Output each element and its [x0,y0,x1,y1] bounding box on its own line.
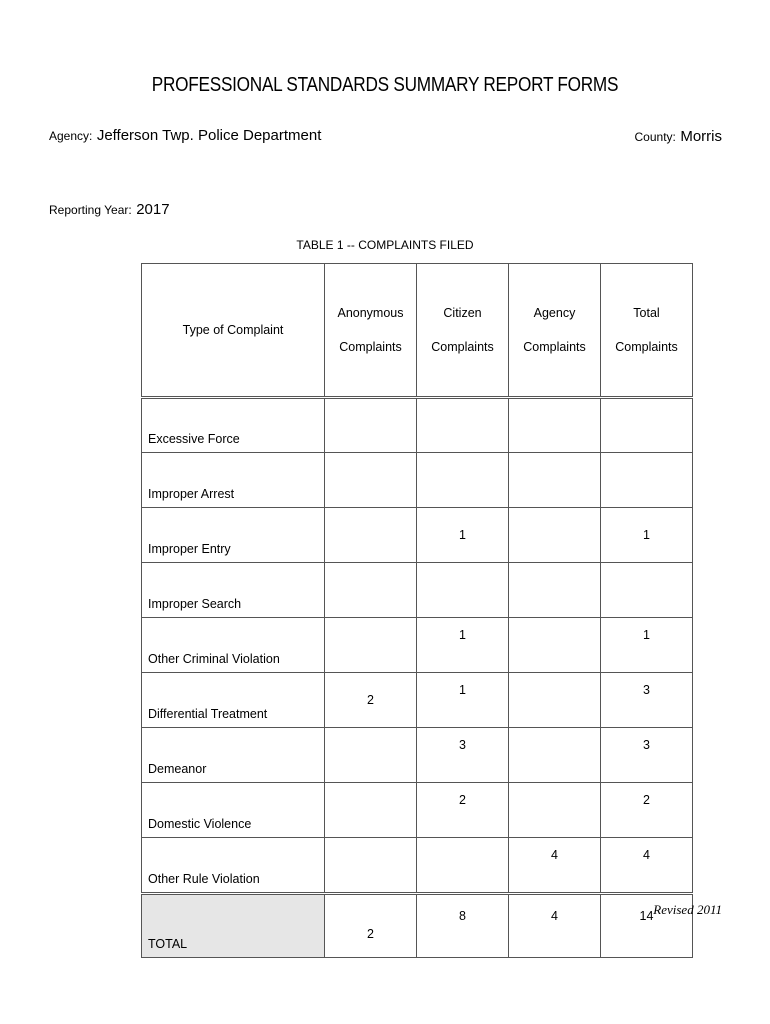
cell-agency-value: 4 [551,848,558,862]
row-type: Improper Entry [142,508,325,563]
cell-agency [509,453,601,508]
row-type: Domestic Violence [142,783,325,838]
cell-citizen-value: 1 [459,683,466,697]
cell-total [601,453,693,508]
row-type: Excessive Force [142,398,325,453]
cell-citizen [417,453,509,508]
cell-total [601,673,693,728]
header-total-label: Total Complaints [615,306,678,354]
row-type: Demeanor [142,728,325,783]
cell-total-value: 1 [643,628,650,642]
cell-agency [509,563,601,618]
header-agency-line2: Complaints [523,340,586,354]
cell-anonymous [325,453,417,508]
cell-anonymous [325,838,417,894]
reporting-year-value: 2017 [136,201,170,218]
table-row [142,508,693,563]
header-agency [509,264,601,398]
cell-citizen [417,673,509,728]
total-row [142,894,693,958]
cell-agency [509,728,601,783]
table-row [142,838,693,894]
cell-anonymous [325,618,417,673]
complaints-table [141,263,693,958]
cell-total-value: 3 [643,738,650,752]
cell-anonymous [325,508,417,563]
table-row [142,563,693,618]
row-type: Improper Search [142,563,325,618]
table-caption: TABLE 1 -- COMPLAINTS FILED [296,238,474,252]
cell-anonymous [325,398,417,453]
cell-agency [509,618,601,673]
cell-total [601,618,693,673]
cell-total [601,783,693,838]
header-citizen [417,264,509,398]
row-type: Other Rule Violation [142,838,325,894]
cell-citizen [417,563,509,618]
total-label: TOTAL [142,894,325,958]
agency-field [49,127,321,145]
cell-anonymous: 2 [325,673,417,728]
cell-agency [509,783,601,838]
cell-anonymous [325,728,417,783]
reporting-year-label: Reporting Year: [49,203,132,217]
cell-citizen-value: 3 [459,738,466,752]
total-agency [509,894,601,958]
row-type: Differential Treatment [142,673,325,728]
total-agency-value: 4 [551,909,558,923]
cell-total [601,563,693,618]
county-value: Morris [680,128,722,145]
cell-citizen [417,783,509,838]
cell-total-value: 3 [643,683,650,697]
revised-note: Revised 2011 [653,902,722,917]
table-row [142,728,693,783]
header-type-label: Type of Complaint [182,323,284,337]
cell-total [601,728,693,783]
cell-anonymous [325,783,417,838]
cell-citizen-value: 2 [459,793,466,807]
cell-citizen [417,618,509,673]
cell-total-value: 2 [643,793,650,807]
cell-citizen [417,728,509,783]
table-row [142,673,693,728]
total-citizen-value: 8 [459,909,466,923]
header-type [142,264,325,398]
total-anonymous [325,894,417,958]
cell-total: 1 [601,508,693,563]
cell-total-value: 4 [643,848,650,862]
reporting-year-field [49,201,170,219]
header-anonymous [325,264,417,398]
table-row [142,783,693,838]
header-total [601,264,693,398]
cell-agency [509,673,601,728]
total-total-value: 14 [639,909,654,923]
cell-citizen [417,838,509,894]
cell-agency [509,398,601,453]
cell-agency [509,838,601,894]
agency-value: Jefferson Twp. Police Department [96,127,322,144]
row-type: Other Criminal Violation [142,618,325,673]
agency-label: Agency: [49,129,93,143]
county-field [635,128,722,146]
header-anonymous-line1: Anonymous [337,306,404,320]
header-agency-line1: Agency [533,306,576,320]
cell-total [601,838,693,894]
row-type: Improper Arrest [142,453,325,508]
county-label: County: [634,130,676,144]
table-row [142,618,693,673]
table-row [142,453,693,508]
cell-anonymous [325,563,417,618]
header-anonymous-line2: Complaints [339,340,402,354]
page-title: PROFESSIONAL STANDARDS SUMMARY REPORT FORMS [151,74,619,96]
cell-agency [509,508,601,563]
header-citizen-line2: Complaints [431,340,494,354]
cell-total [601,398,693,453]
header-citizen-line1: Citizen [443,306,482,320]
total-anonymous-value: 2 [367,927,374,941]
table-header-row [142,264,693,398]
cell-citizen [417,398,509,453]
table-row [142,398,693,453]
cell-citizen-value: 1 [459,628,466,642]
total-citizen [417,894,509,958]
cell-citizen: 1 [417,508,509,563]
